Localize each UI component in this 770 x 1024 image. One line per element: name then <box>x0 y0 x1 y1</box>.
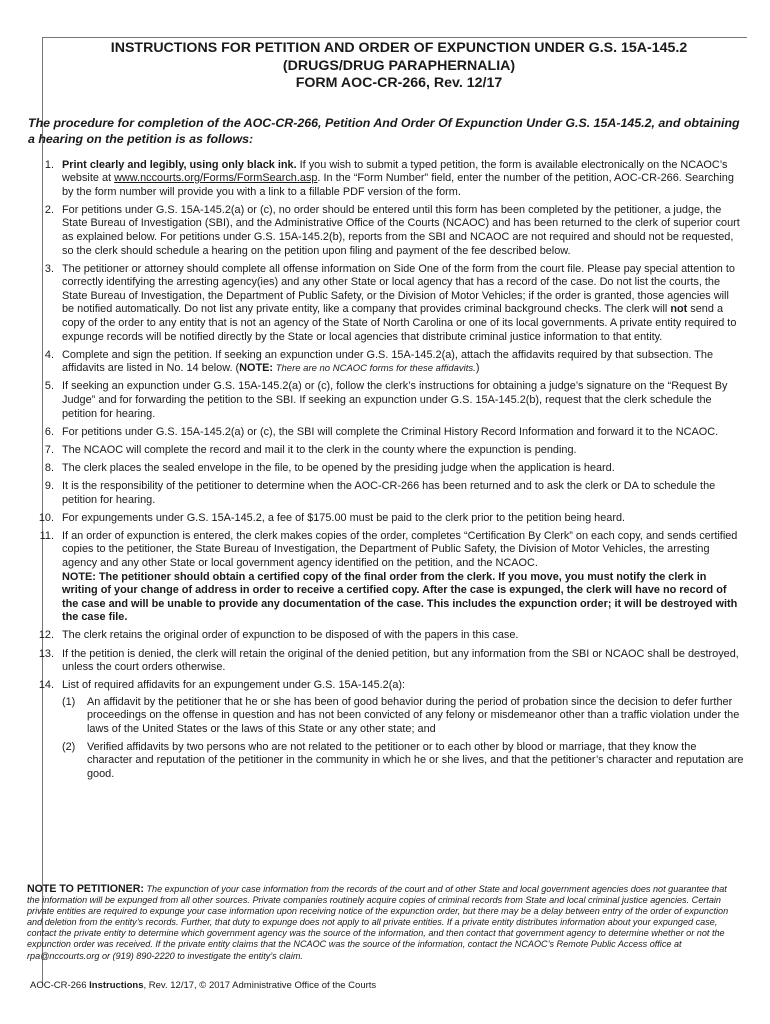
list-item: 6. For petitions under G.S. 15A-145.2(a) or (c), the SBI will complete the Criminal History Record Information and forward it to the NCAOC. <box>44 425 719 438</box>
list-item: 10. For expungements under G.S. 15A-145.2, a fee of $175.00 must be paid to the clerk prior to the petition being heard. <box>38 511 626 524</box>
list-item: 12. The clerk retains the original order of expunction to be disposed of with the papers in this case. <box>38 629 519 642</box>
list-item: 7. The NCAOC will complete the record and mail it to the clerk in the county where the expunction is pending. <box>44 443 577 456</box>
title-line-3: FORM AOC-CR-266, Rev. 12/17 <box>295 75 503 91</box>
list-item: 5. If seeking an expunction under G.S. 15A-145.2(a) or (c), follow the clerk’s instructions for obtaining a judge’s signature on the “Request By Judge” and for forwarding the petition to the SBI. If seeking an expunction under G.S. 15A-145.2(b), request that the clerk schedule the petition for hearing. <box>44 380 728 420</box>
list-item: 9. It is the responsibility of the petitioner to determine when the AOC-CR-266 has been returned and to ask the clerk or DA to schedule the petition for hearing. <box>44 479 716 506</box>
clerk-note: NOTE: The petitioner should obtain a certified copy of the final order from the clerk. If you move, you must notify the clerk in writing of your change of address in order to receive a certified copy. After the case is expunged, the clerk will have no record of the case and will be unable to provide any documentation of the case. This includes the expunction order; it will be destroyed with the case file. <box>62 570 738 624</box>
affidavit-item: (2) Verified affidavits by two persons who are not related to the petitioner or to each other by blood or marriage, that they know the character and reputation of the petitioner in the community in which he or she lives, and that the petitioner’s character and reputation are good. <box>62 740 744 780</box>
page-title <box>52 40 746 93</box>
list-item: 8. The clerk places the sealed envelope in the file, to be opened by the presiding judge when the application is heard. <box>44 461 615 474</box>
list-item: 14. List of required affidavits for an expungement under G.S. 15A-145.2(a): (1) An affidavit by the petitioner that he or she has been of good behavior during the period of probation since the decision to defer further proceedings on the offense in question and has not been convicted of any felony or misdemeanor other than a traffic violation under the laws of the United States or the laws of this State or any other state; and (2) Verified affidavits by two persons who are not related to the petitioner or to each other by blood or marriage, that they know the character and reputation of the petitioner in the community in which he or she lives, and that the petitioner’s character and reputation are good. <box>38 679 744 780</box>
list-item: 11. If an order of expunction is entered, the clerk makes copies of the order, completes “Certification By Clerk” on each copy, and sends certified copies to the petitioner, the State Bureau of Investigation, the Department of Public Safety, the Division of Motor Vehicles, the arresting agency and any other State or local government agency identified on the petition, and the NCAOC. NOTE: The petitioner should obtain a certified copy of the final order from the clerk. If you move, you must notify the clerk in writing of your change of address in order to receive a certified copy. After the case is expunged, the clerk will have no record of the case and will be unable to provide any documentation of the case. This includes the expunction order; it will be destroyed with the case file. <box>39 529 738 624</box>
document-body <box>28 40 746 786</box>
note-text: The expunction of your case information from the records of the court and of other State and local government agencies does not guarantee that the information will be expunged from all other sources. Private companies routinely acquire copies of criminal records from State and local criminal justice agencies. Certain private entities are required to expunge your case information upon receiving notice of the expunction order, but there may be a delay between entry of the order of expunction and deletion from the entity’s records. Further, that duty to expunge does not apply to all private entities. If a private entity distributes information about your expunged case, contact the private entity to determine which government agency was the source of the information, and then contact that government agency to determine whether or not the expunction order was received. If the private entity claims that the NCAOC was the source of the information, contact the NCAOC’s Remote Public Access office at rpa@nccourts.org or (919) 890-2220 to investigate the entity’s claim. <box>27 884 729 961</box>
title-line-1: INSTRUCTIONS FOR PETITION AND ORDER OF EXPUNCTION UNDER G.S. 15A-145.2 <box>110 40 688 56</box>
list-item: 2. For petitions under G.S. 15A-145.2(a) or (c), no order should be entered until this form has been completed by the petitioner, a judge, the State Bureau of Investigation (SBI), and the Administrative Office of the Courts (NCAOC) and has been returned to the clerk of superior court as explained below. For petitions under G.S. 15A-145.2(b), reports from the SBI and NCAOC are not required and should not be requested, so the clerk should schedule a hearing on the petition upon filing and payment of the fee described below. <box>44 203 740 257</box>
affidavit-item: (1) An affidavit by the petitioner that he or she has been of good behavior during the period of probation since the decision to defer further proceedings on the offense in question and has not been convicted of any felony or misdemeanor other than a traffic violation under the laws of the United States or the laws of this State or any other state; and <box>62 695 740 735</box>
title-line-2: (DRUGS/DRUG PARAPHERNALIA) <box>282 57 516 74</box>
instruction-list <box>32 159 744 782</box>
list-item: 4. Complete and sign the petition. If seeking an expunction under G.S. 15A-145.2(a), attach the affidavits required by that subsection. The affidavits are listed in No. 14 below. (NOTE: There are no NCAOC forms for these affidavits.) <box>44 348 714 375</box>
list-item: 13. If the petition is denied, the clerk will retain the original of the denied petition, but any information from the SBI or NCAOC shall be destroyed, unless the court orders otherwise. <box>38 647 739 674</box>
form-search-link[interactable]: www.nccourts.org/Forms/FormSearch.asp <box>114 172 318 185</box>
list-item: 1. Print clearly and legibly, using only black ink. If you wish to submit a typed petition, the form is available electronically on the NCAOC’s website at www.nccourts.org/Forms/FormSearch.asp. In the “Form Number” field, enter the number of the petition, AOC-CR-266. Searching by the form number will provide you with a link to a fillable PDF version of the form. <box>44 158 734 198</box>
list-item: 3. The petitioner or attorney should complete all offense information on Side One of the form from the court file. Please pay special attention to correctly identifying the arresting agency(ies) and any other State or local agency that has a record of the case. Do not list the courts, the State Bureau of Investigation, the Department of Public Safety, or the Division of Motor Vehicles; if the order is granted, those agencies will be notified automatically. Do not list any private entity, like a company that provides criminal background checks. The clerk will not send a copy of the order to any entity that is not an agency of the State of North Carolina or one of its local governments. A private entity required to expunge records will be notified directly by the State or local agencies that distribute criminal justice information to that entity. <box>44 262 737 343</box>
page-footer: AOC-CR-266 Instructions, Rev. 12/17, © 2017 Administrative Office of the Courts <box>30 980 377 991</box>
note-to-petitioner <box>27 884 741 962</box>
intro-paragraph: The procedure for completion of the AOC-CR-266, Petition And Order Of Expunction Under G.S. 15A-145.2, and obtaining a hearing on the petition is as follows: <box>28 115 740 146</box>
note-label: NOTE TO PETITIONER: <box>27 883 144 895</box>
affidavit-list <box>62 696 744 782</box>
